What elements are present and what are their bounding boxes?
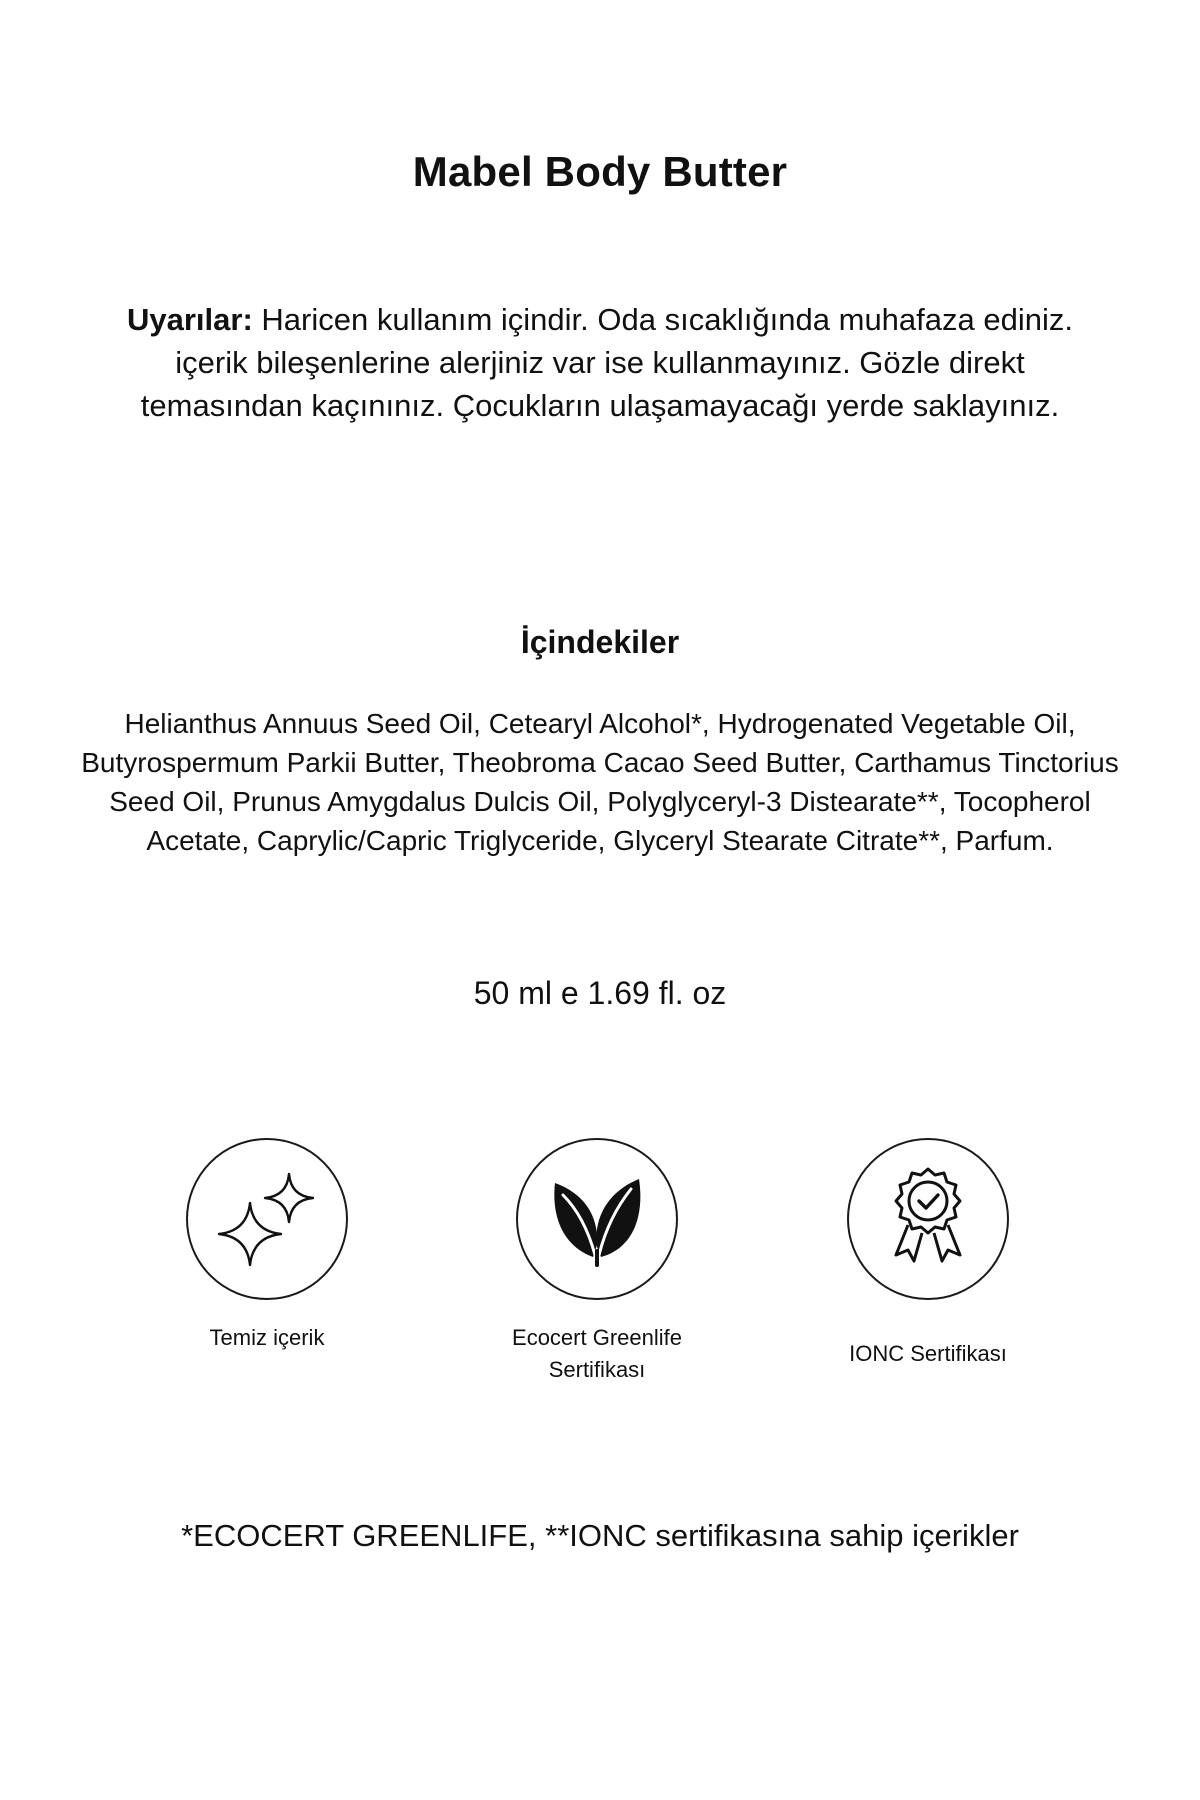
badge-ionc bbox=[808, 1138, 1048, 1370]
ingredients-list: Helianthus Annuus Seed Oil, Cetearyl Alcohol*, Hydrogenated Vegetable Oil, Butyrospermum Parkii Butter, Theobroma Cacao Seed Butter, Carthamus Tinctorius Seed Oil, Prunus Amygdalus Dulcis Oil, Polyglyceryl-3 Distearate**, Tocopherol Acetate, Caprylic/Capric Triglyceride, Glyceryl Stearate Citrate**, Parfum. bbox=[81, 708, 1119, 856]
certification-footnote: *ECOCERT GREENLIFE, **IONC sertifikasına sahip içerikler bbox=[181, 1518, 1019, 1553]
award-ribbon-icon bbox=[868, 1159, 988, 1279]
product-title: Mabel Body Butter bbox=[412, 148, 788, 195]
certification-badges bbox=[0, 1138, 1200, 1398]
product-volume: 50 ml e 1.69 fl. oz bbox=[473, 975, 727, 1011]
warnings-body: Haricen kullanım içindir. Oda sıcaklığında muhafaza ediniz. içerik bileşenlerine alerjiniz var ise kullanmayınız. Gözle direkt temasından kaçınınız. Çocukların ulaşamayacağı yerde saklayınız. bbox=[140, 302, 1073, 423]
badge-circle bbox=[186, 1138, 348, 1300]
warnings-text bbox=[110, 298, 1090, 427]
ingredients-heading: İçindekiler bbox=[520, 624, 680, 660]
badge-clean-ingredients bbox=[147, 1138, 387, 1354]
badge-ecocert bbox=[477, 1138, 717, 1386]
leaf-icon bbox=[537, 1159, 657, 1279]
badge-label: Ecocert Greenlife Sertifikası bbox=[512, 1325, 682, 1382]
badge-label: IONC Sertifikası bbox=[849, 1341, 1007, 1366]
badge-label: Temiz içerik bbox=[209, 1325, 325, 1350]
sparkle-icon bbox=[207, 1159, 327, 1279]
badge-circle bbox=[847, 1138, 1009, 1300]
badge-circle bbox=[516, 1138, 678, 1300]
warnings-label: Uyarılar: bbox=[127, 302, 253, 337]
